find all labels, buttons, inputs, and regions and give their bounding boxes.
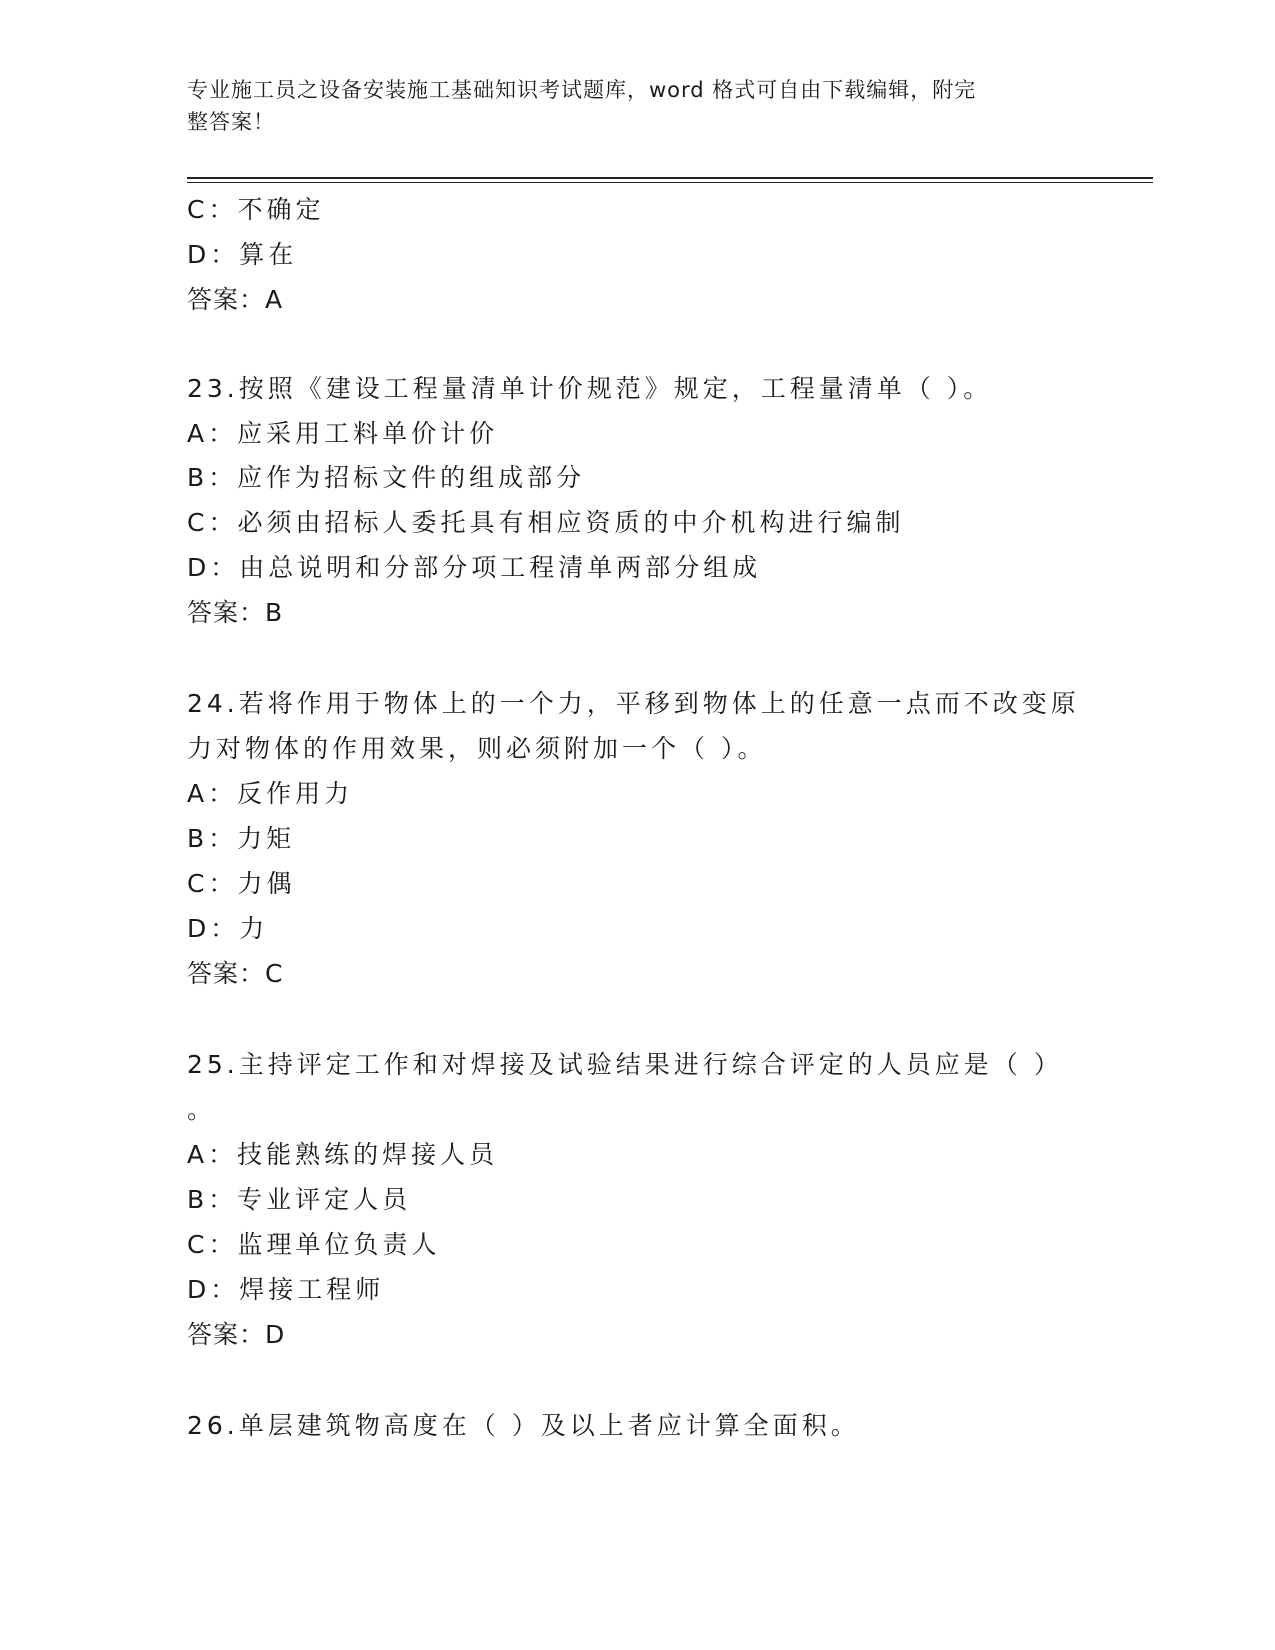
question-25-option-b: B：专业评定人员 xyxy=(187,1185,412,1214)
question-24-option-d: D：力 xyxy=(187,914,269,943)
option-d: D：算在 xyxy=(187,240,298,269)
question-25-stem-line-1: 25.主持评定工作和对焊接及试验结果进行综合评定的人员应是（ ） xyxy=(187,1050,1063,1079)
question-25-option-a: A：技能熟练的焊接人员 xyxy=(187,1140,499,1169)
question-24-stem-line-1: 24.若将作用于物体上的一个力，平移到物体上的任意一点而不改变原 xyxy=(187,689,1080,718)
question-24-option-b: B：力矩 xyxy=(187,824,296,853)
question-25-stem-line-2: 。 xyxy=(187,1095,217,1124)
question-23-stem: 23.按照《建设工程量清单计价规范》规定，工程量清单（ ）。 xyxy=(187,374,993,403)
question-25-answer: 答案：D xyxy=(187,1320,286,1349)
answer: 答案：A xyxy=(187,285,284,314)
header-divider xyxy=(187,177,1153,179)
question-25-option-c: C：监理单位负责人 xyxy=(187,1230,441,1259)
question-25-option-d: D：焊接工程师 xyxy=(187,1275,385,1304)
question-24-option-a: A：反作用力 xyxy=(187,779,354,808)
header-divider-thin xyxy=(187,182,1153,183)
header-line-1: 专业施工员之设备安装施工基础知识考试题库，word 格式可自由下载编辑，附完 xyxy=(187,78,977,102)
question-23-option-a: A：应采用工料单价计价 xyxy=(187,419,499,448)
question-26-stem: 26.单层建筑物高度在（ ）及以上者应计算全面积。 xyxy=(187,1411,860,1440)
question-24-answer: 答案：C xyxy=(187,959,284,988)
header-line-2: 整答案！ xyxy=(187,110,275,134)
question-23-answer: 答案：B xyxy=(187,598,284,627)
question-23-option-c: C：必须由招标人委托具有相应资质的中介机构进行编制 xyxy=(187,508,905,537)
question-23-option-d: D：由总说明和分部分项工程清单两部分组成 xyxy=(187,553,762,582)
question-24-stem-line-2: 力对物体的作用效果，则必须附加一个（ ）。 xyxy=(187,734,767,763)
question-23-option-b: B：应作为招标文件的组成部分 xyxy=(187,463,586,492)
question-24-option-c: C：力偶 xyxy=(187,869,296,898)
option-c: C：不确定 xyxy=(187,195,325,224)
document-header xyxy=(187,74,1067,138)
